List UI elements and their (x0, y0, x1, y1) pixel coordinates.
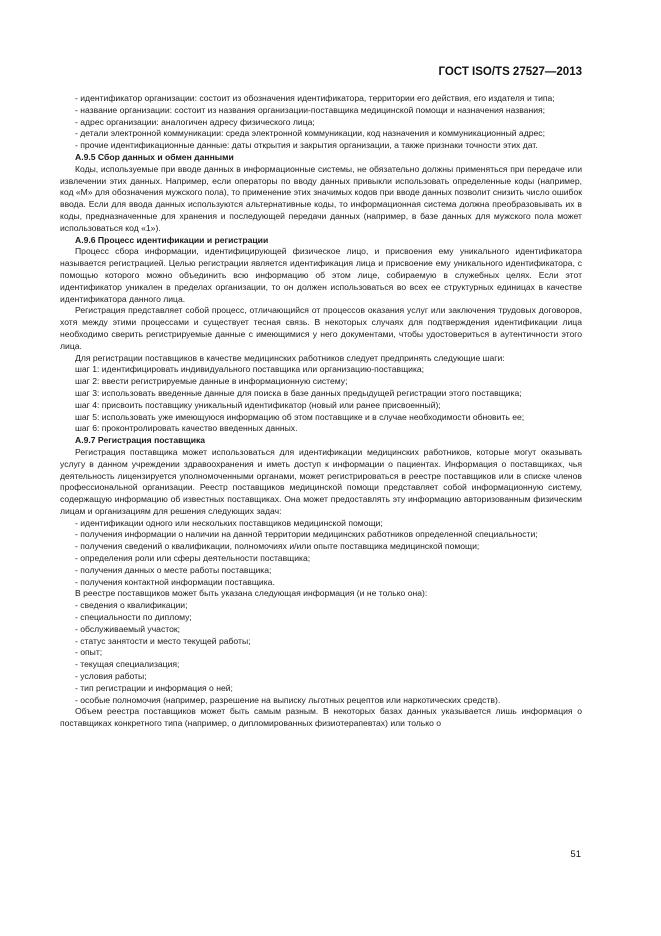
paragraph: - определения роли или сферы деятельности поставщика; (75, 553, 311, 564)
paragraph: шаг 4: присвоить поставщику уникальный идентификатор (новый или ранее присвоенный); (75, 399, 441, 410)
paragraph: Процесс сбора информации, идентифицирующей физическое лицо, и присвоения ему уникального идентификатора называется регистрацией. Целью регистрации является идентификация лица и присвоение ему уникального идентификатора, с помощью которого можно объединить всю информацию об этом лице, собираемую в служебных целях. Если этот идентификатор уникален в пределах организации, то он должен использоваться во всех ее структурных единицах в качестве идентификатора данного лица. (60, 246, 582, 304)
paragraph: - текущая специализация; (75, 659, 180, 670)
paragraph: - условия работы; (75, 671, 147, 682)
paragraph: - идентификатор организации: состоит из обозначения идентификатора, территории его действия, его издателя и типа; (75, 93, 555, 103)
paragraph: - получения контактной информации поставщика. (75, 576, 275, 587)
paragraph: Объем реестра поставщиков может быть самым разным. В некоторых базах данных указывается лишь информация о поставщиках конкретного типа (например, о дипломированных физиотерапевтах) или только о (60, 706, 582, 729)
paragraph: - получения информации о наличии на данной территории медицинских работников определенной специальности; (75, 529, 538, 540)
section-heading: А.9.5 Сбор данных и обмен данными (75, 151, 234, 162)
paragraph: - обслуживаемый участок; (75, 623, 181, 634)
body-text (60, 93, 582, 730)
section-heading: А.9.7 Регистрация поставщика (75, 435, 206, 446)
paragraph: Регистрация поставщика может использоваться для идентификации медицинских работников, которые могут оказывать услугу в данном учреждении здравоохранения и иметь доступ к информации о пациентах. Информация о поставщиках, чья деятельность лицензируется уполномоченными органами, может регистрироваться в реестре поставщиков или в списке членов профессиональной организации. Реестр поставщиков медицинской помощи представляет собой информационную систему, содержащую информацию об известных поставщиках. Она может предоставлять эту информацию авторизованным физическим лицам и организациям для решения следующих задач: (60, 446, 582, 516)
paragraph: - особые полномочия (например, разрешение на выписку льготных рецептов или наркотических средств). (75, 694, 501, 705)
paragraph: - получения сведений о квалификации, полномочиях и/или опыте поставщика медицинской помощи; (75, 541, 480, 552)
paragraph: Регистрация представляет собой процесс, отличающийся от процессов оказания услуг или заключения трудовых договоров, хотя между этими процессами и существует тесная связь. В некоторых случаях для подтверждения идентификации лица необходимо сверить регистрируемые данные с имеющимися у него документами, чтобы удостовериться в аутентичности этого лица. (60, 305, 582, 351)
paragraph: - детали электронной коммуникации: среда электронной коммуникации, код назначения и коммуникационный адрес; (75, 128, 545, 139)
section-heading: А.9.6 Процесс идентификации и регистрации (75, 234, 269, 245)
paragraph: шаг 6: проконтролировать качество введенных данных. (75, 423, 298, 434)
paragraph: шаг 2: ввести регистрируемые данные в информационную систему; (75, 376, 348, 387)
paragraph: шаг 5: использовать уже имеющуюся информацию об этом поставщике и в случае необходимости обновить ее; (75, 411, 525, 422)
paragraph: шаг 3: использовать введенные данные для поиска в базе данных предыдущей регистрации этого поставщика; (75, 387, 522, 398)
paragraph: - название организации: состоит из названия организации-поставщика медицинской помощи и назначения названия; (75, 104, 546, 115)
paragraph: - сведения о квалификации; (75, 600, 188, 611)
paragraph: - адрес организации: аналогичен адресу физического лица; (75, 116, 315, 127)
page-number: 51 (570, 849, 581, 860)
paragraph: В реестре поставщиков может быть указана следующая информация (и не только она): (75, 588, 428, 599)
paragraph: - опыт; (75, 647, 103, 658)
paragraph: Для регистрации поставщиков в качестве медицинских работников следует предпринять следующие шаги: (75, 352, 505, 363)
paragraph: Коды, используемые при вводе данных в информационные системы, не обязательно должны применяться при передаче или извлечении этих данных. Например, если операторы по вводу данных привыкли использовать определенные коды (например, код «М» для обозначения мужского пола), то применение этих значимых кодов при вводе данных позволит снизить число ошибок ввода. Если для ввода данных используются альтернативные коды, то информационная система должна преобразовывать их в коды, предназначенные для хранения и последующей передачи данных (например, в базе данных для мужского пола может использоваться код «1»). (60, 163, 582, 233)
paragraph: - прочие идентификационные данные: даты открытия и закрытия организации, а также признаки точности этих дат. (75, 140, 538, 151)
paragraph: - получения данных о месте работы поставщика; (75, 564, 272, 575)
paragraph: - специальности по диплому; (75, 612, 192, 623)
paragraph: - статус занятости и место текущей работы; (75, 635, 251, 646)
paragraph: - идентификации одного или нескольких поставщиков медицинской помощи; (75, 517, 383, 528)
paragraph: шаг 1: идентифицировать индивидуального поставщика или организацию-поставщика; (75, 364, 425, 375)
document-header: ГОСТ ISO/TS 27527—2013 (438, 66, 582, 78)
paragraph: - тип регистрации и информация о ней; (75, 682, 233, 693)
